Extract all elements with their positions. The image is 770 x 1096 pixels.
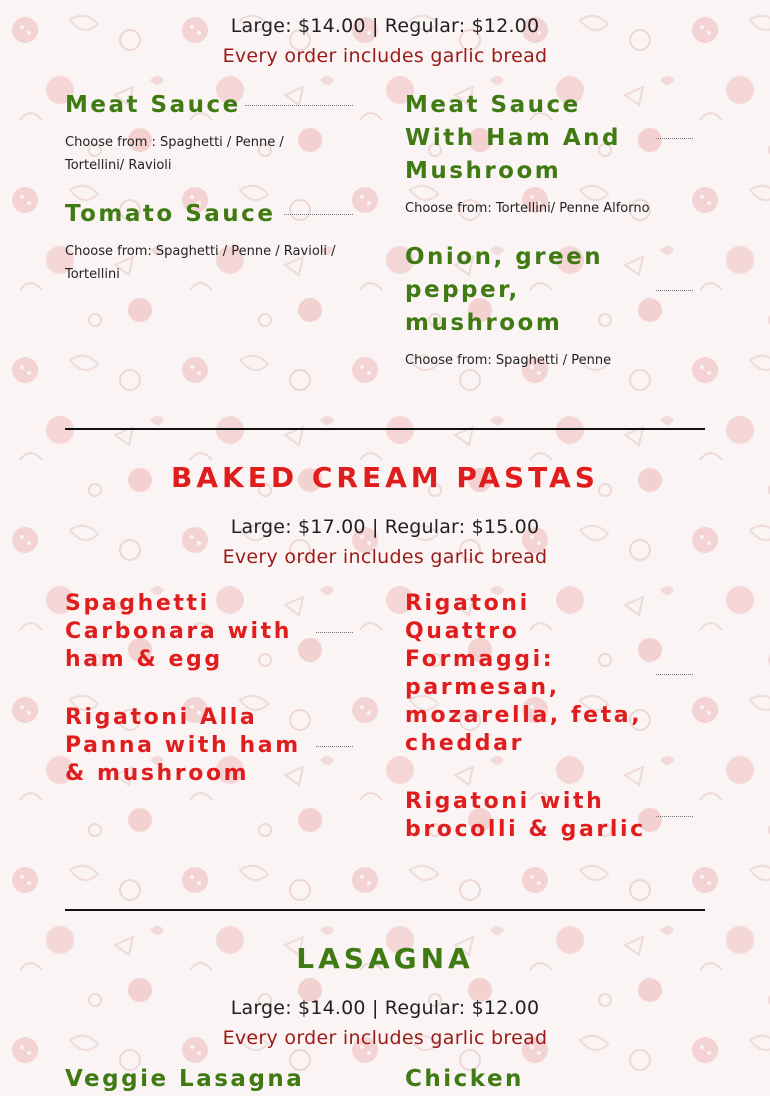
baked-note: Every order includes garlic bread (222, 546, 548, 568)
dotted-leader (284, 214, 353, 215)
menu-item-rigatoni-quattro-formaggi: Rigatoni Quattro Formaggi: parmesan, mozarella, feta, cheddar (405, 591, 643, 756)
dotted-leader (316, 632, 353, 633)
baked-price: Large: $17.00 | Regular: $15.00 (230, 516, 540, 538)
dotted-leader (245, 105, 353, 106)
dotted-leader (656, 290, 693, 291)
dotted-leader (656, 816, 693, 817)
lasagna-price: Large: $14.00 | Regular: $12.00 (230, 997, 540, 1019)
section-title-baked-cream-pastas: BAKED CREAM PASTAS (171, 461, 599, 494)
lasagna-note: Every order includes garlic bread (222, 1027, 548, 1049)
menu-item-meat-sauce-ham-mushroom: Meat Sauce With Ham And Mushroom (405, 92, 622, 184)
section-title-lasagna: LASAGNA (296, 942, 474, 975)
menu-item-tomato-sauce: Tomato Sauce (65, 201, 276, 227)
menu-item-meat-sauce: Meat Sauce (65, 92, 241, 118)
menu-item-veggie-lasagna: Veggie Lasagna (65, 1066, 305, 1092)
dotted-leader (316, 746, 353, 747)
menu-item-rigatoni-alla-panna: Rigatoni Alla Panna with ham & mushroom (65, 705, 301, 786)
menu-item-description: Choose from: Spaghetti / Penne (405, 353, 612, 368)
menu-item-chicken-lasagna: Chicken (405, 1066, 524, 1092)
sauce-price: Large: $14.00 | Regular: $12.00 (230, 15, 540, 37)
dotted-leader (656, 674, 693, 675)
menu-item-description: Choose from: Tortellini/ Penne Alforno (405, 201, 650, 216)
sauce-note: Every order includes garlic bread (222, 45, 548, 67)
menu-item-onion-pepper-mushroom: Onion, green pepper, mushroom (405, 244, 604, 336)
menu-item-description: Choose from: Spaghetti / Penne / Ravioli / Tortellini (65, 244, 336, 282)
section-divider (65, 428, 705, 430)
menu-item-spaghetti-carbonara: Spaghetti Carbonara with ham & egg (65, 591, 293, 672)
menu-item-description: Choose from : Spaghetti / Penne / Tortellini/ Ravioli (65, 135, 284, 173)
dotted-leader (656, 138, 693, 139)
section-divider (65, 909, 705, 911)
menu-item-rigatoni-brocolli-garlic: Rigatoni with brocolli & garlic (405, 789, 646, 842)
